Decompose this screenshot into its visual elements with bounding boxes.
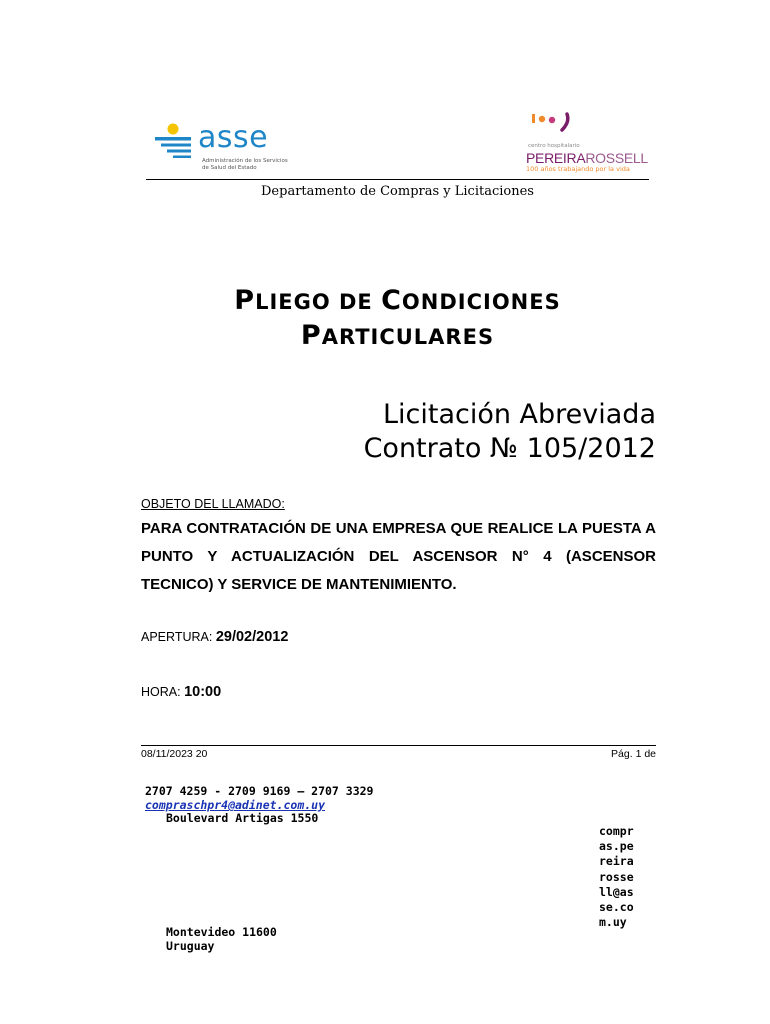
footer-email-link[interactable]: compraschpr4@adinet.com.uy: [145, 798, 326, 812]
apertura-label: APERTURA:: [141, 630, 213, 644]
licitacion-block: [330, 398, 656, 466]
licitacion-type: Licitación Abreviada: [382, 399, 656, 430]
hora-field: [141, 683, 221, 701]
objeto-label: OBJETO DEL LLAMADO:: [141, 497, 285, 511]
pereira-rossell-name: [526, 150, 648, 166]
title-initial: P: [300, 320, 322, 351]
title-word: LIEGO DE: [255, 290, 382, 314]
asse-logo-subtitle: Administración de los Servicios de Salud del Estado: [202, 158, 288, 171]
footer-address: Boulevard Artigas 1550: [166, 811, 319, 825]
footer-date: 08/11/2023 20: [141, 748, 208, 760]
title-word: ARTICULARES: [321, 325, 495, 349]
footer-city: Montevideo 11600: [166, 925, 277, 939]
title-word: ONDICIONES: [401, 290, 561, 314]
footer-country: Uruguay: [166, 939, 215, 953]
rossell-text: ROSSELL: [585, 150, 648, 166]
title-initial: C: [381, 285, 402, 316]
hora-value: 10:00: [184, 684, 222, 700]
department-heading: Departamento de Compras y Licitaciones: [261, 184, 534, 199]
hora-label: HORA:: [141, 685, 181, 699]
objeto-text: PARA CONTRATACIÓN DE UNA EMPRESA QUE REALICE LA PUESTA A PUNTO Y ACTUALIZACIÓN DEL ASCENSOR N° 4 (ASCENSOR TECNICO) Y SERVICE DE MANTENIMIENTO.: [141, 520, 656, 593]
footer-email-secondary: compras.pereirarossell@asse.com.uy: [599, 824, 634, 930]
asse-logo-text: asse: [198, 120, 269, 155]
footer-page-number: Pág. 1 de: [611, 748, 656, 760]
title-initial: P: [234, 285, 256, 316]
apertura-value: 29/02/2012: [215, 629, 289, 645]
document-title: [146, 284, 649, 354]
footer-divider: [141, 745, 656, 746]
footer-phones: 2707 4259 - 2709 9169 – 2707 3329: [145, 784, 374, 798]
apertura-field: [141, 628, 288, 646]
pereira-text: PEREIRA: [526, 150, 586, 166]
contract-number: Contrato № 105/2012: [363, 433, 656, 464]
pereira-rossell-subtitle: 100 años trabajando por la vida: [526, 165, 630, 173]
pereira-rossell-caption: centro hospitalario: [528, 143, 580, 149]
header-divider: [146, 179, 649, 180]
